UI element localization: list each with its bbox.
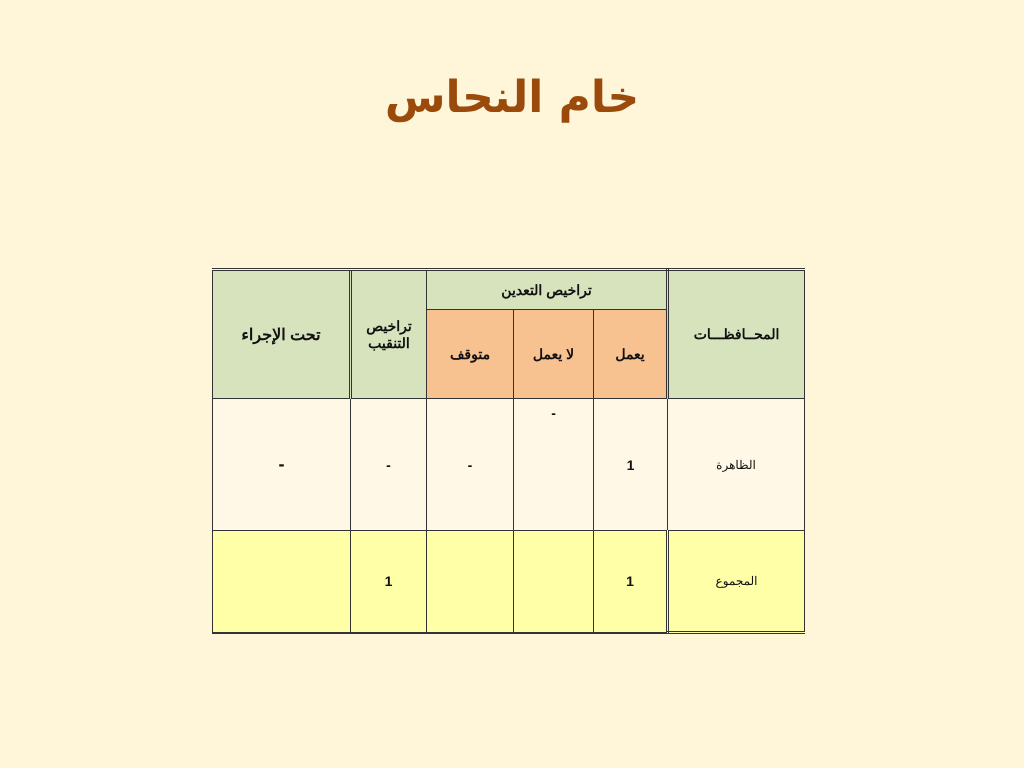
total-not-working-cell — [514, 531, 594, 633]
total-working-cell: 1 — [594, 531, 668, 633]
governorates-header: المحــافظـــات — [668, 270, 805, 399]
total-stopped-cell — [427, 531, 514, 633]
working-cell: 1 — [594, 399, 668, 531]
total-label-cell: المجموع — [668, 531, 805, 633]
total-row — [213, 531, 805, 633]
not-working-header: لا يعمل — [514, 310, 594, 399]
not-working-cell: - — [514, 399, 594, 531]
governorate-cell: الظاهرة — [668, 399, 805, 531]
stopped-cell: - — [427, 399, 514, 531]
mining-licenses-header: تراخيص التعدين — [427, 270, 668, 310]
total-exploration-cell: 1 — [351, 531, 427, 633]
exploration-licenses-header: تراخيص التنقيب — [351, 270, 427, 399]
exploration-cell: - — [351, 399, 427, 531]
stopped-header: متوقف — [427, 310, 514, 399]
under-procedure-header: تحت الإجراء — [213, 270, 351, 399]
under-procedure-cell: - — [213, 399, 351, 531]
slide-title: خام النحاس — [384, 72, 640, 123]
copper-ore-table — [212, 268, 805, 634]
total-under-procedure-cell — [213, 531, 351, 633]
working-header: يعمل — [594, 310, 668, 399]
table-row — [213, 399, 805, 531]
